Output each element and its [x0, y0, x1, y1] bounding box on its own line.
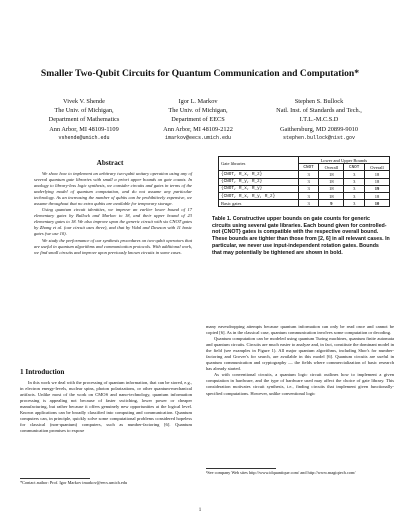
table-cell: 3 [298, 200, 319, 207]
table-cell: 19 [365, 185, 390, 192]
abstract-paragraph: We show how to implement an arbitrary two-qubit unitary operation using any of several quantum gate libraries with small a priori upper bounds on gate counts. In analogy to library-less logic synthesis, we consider circuits and gates in terms of the underlying model of quantum computation, and do not assume any particular technology. As an increasing the number of qubits can be prohibitively expensive, we assume throughout that no extra qubits are available for temporary storage. [34, 171, 192, 207]
author-block-1 [24, 97, 144, 143]
table-cell: 18 [319, 178, 344, 185]
table-cell: 3 [298, 185, 319, 192]
table-cell: {CNOT, R_y, R_z} [219, 178, 299, 185]
table-cell: 18 [365, 192, 390, 199]
author-block-3 [256, 97, 382, 143]
abstract-body [34, 171, 192, 256]
table-row [219, 178, 390, 185]
author-department: Department of EECS [171, 116, 225, 124]
abstract-paragraph: We study the performance of our synthesis procedures on two-qubit operators that are useful in quantum algorithms and communication protocols. With additional work, we find small circuits and improve upon previously known circuits in some cases. [34, 237, 192, 255]
author-email: stephen.bullock@nist.gov [282, 134, 355, 141]
table-cell: 3 [298, 192, 319, 199]
author-email: imarkov@eecs.umich.edu [164, 134, 231, 141]
table-cell: {CNOT, R_x, R_z} [219, 171, 299, 178]
table-cell: 18 [365, 171, 390, 178]
author-name: Stephen S. Bullock [294, 98, 344, 105]
gate-bounds-table [206, 156, 394, 207]
table-cell: {CNOT, R_x, R_y} [219, 185, 299, 192]
table-subheader: Overall [365, 164, 390, 171]
section-heading-introduction: 1 Introduction [20, 368, 65, 376]
author-department: Department of Mathematics [48, 116, 120, 124]
table-subheader: Overall [319, 164, 344, 171]
table-cell: 18 [319, 185, 344, 192]
author-address: Ann Arbor, MI 48109-1109 [49, 125, 119, 133]
author-department: I.T.L.-M.C.S.D [299, 116, 339, 124]
table-row [219, 185, 390, 192]
footnote: ¹See company Web sites http://www.idquantique.com/ and http://www.magiqtech.com/ [206, 470, 356, 475]
abstract-heading: Abstract [96, 159, 124, 167]
table-cell: 18 [319, 171, 344, 178]
table-cell: 18 [319, 192, 344, 199]
table-cell: 3 [298, 178, 319, 185]
table-subheader: CNOT [344, 164, 365, 171]
paper-title: Smaller Two-Qubit Circuits for Quantum Communication and Computation* [40, 68, 360, 79]
table-cell: 3 [344, 185, 365, 192]
table-cell: Basic gates [219, 200, 299, 207]
body-paragraph: many eavesdropping attempts because quantum information can only be read once and cannot be copied [6]. As in the classical case, quantum communication involves some computation or decoding. [206, 324, 394, 336]
author-affiliation: The Univ. of Michigan, [168, 107, 228, 115]
table-row [219, 200, 390, 207]
table-caption: Table 1. Constructive upper bounds on gate counts for generic circuits using several gate libraries. Each bound given for controlled-not {CNOT} gates is compatible with the respective overall bound. These bounds are tighter than those from [2, 6] in all relevant cases. In particular, we never use input-independent rotation gates. Bounds that may potentially be tightened are shown in bold. [212, 216, 390, 256]
author-address: Ann Arbor, MI 48109-2122 [163, 125, 233, 133]
table-subheader: CNOT [298, 164, 319, 171]
author-affiliation: Natl. Inst. of Standards and Tech., [276, 107, 362, 115]
introduction-body [20, 380, 192, 434]
author-affiliation: The Univ. of Michigan, [54, 107, 114, 115]
table-cell: 3 [344, 178, 365, 185]
author-name: Igor L. Markov [178, 98, 218, 105]
table-header-libraries: Gate libraries [219, 157, 299, 171]
table-header-bounds: Lower and Upper Bounds [298, 157, 389, 164]
page-number: 1 [198, 508, 202, 513]
footnote: *Contact author: Prof. Igor Markov imarkov@eecs.umich.edu [20, 480, 128, 485]
abstract-paragraph: Using quantum circuit identities, we improve an earlier lower bound of 17 elementary gates by Bullock and Markov to 18, and their upper bound of 23 elementary gates to 18. We also improve upon the generic circuit with six CNOT gates by Zhang et al. (our circuit uses three), and that by Vidal and Dawson with 11 basic gates (we use 10). [34, 207, 192, 237]
table-cell: 3 [298, 171, 319, 178]
author-email: vshende@umich.edu [58, 134, 110, 141]
table-cell: 3 [344, 200, 365, 207]
table-row [219, 171, 390, 178]
footnote-rule [206, 468, 276, 469]
table-cell: 10 [365, 200, 390, 207]
author-address: Gaithersburg, MD 20899-9010 [279, 125, 359, 133]
table-cell: 3 [344, 171, 365, 178]
intro-paragraph: In this work we deal with the processing of quantum information, that can be stored, e.g., in electron energy-levels, nuclear spins, photon polarizations, or other quantum-mechanical artifacts. Unlike most of the work on CMOS and nano-technology, quantum information processing is appealing not because of faster switching, lower power or cheaper manufacturing, but rather because it offers genuinely new opportunities at the logical level. Known applications can be broadly classified into computing and communication. Quantum computers can, in principle, quickly solve some computational problems considered hopeless for classical (non-quantum) computers, such as number-factoring [6]. Quantum communication promises to expose [20, 380, 192, 434]
author-name: Vivek V. Shende [63, 98, 105, 105]
table-cell: 18 [365, 178, 390, 185]
table-row [219, 192, 390, 199]
footnote-rule [20, 478, 90, 479]
table-cell: 3 [344, 192, 365, 199]
table-cell: 9 [319, 200, 344, 207]
right-column-body [206, 324, 394, 397]
body-paragraph: As with conventional circuits, a quantum logic circuit outlines how to implement a given computation in hardware, and the type of hardware used may affect the choice of gate library. This consideration motivates circuit synthesis, i.e., finding circuits that implement given functionally-specified computations. However, unlike conventional logic [206, 372, 394, 396]
table-cell: {CNOT, R_x, R_y, R_z} [219, 192, 299, 199]
author-block-2 [138, 97, 258, 143]
body-paragraph: Quantum computation can be modeled using quantum Turing machines, quantum finite automata and quantum circuits. Circuits are much easier to analyze and, in fact, constitute the dominant model in the field (see examples in Figure 1). All major quantum algorithms, including Shor's for number-factoring and Grover's for search, are available in this model [6]. Quantum circuits are useful in quantum communication and cryptography — the fields where commercialization of basic research has already started. [206, 336, 394, 372]
